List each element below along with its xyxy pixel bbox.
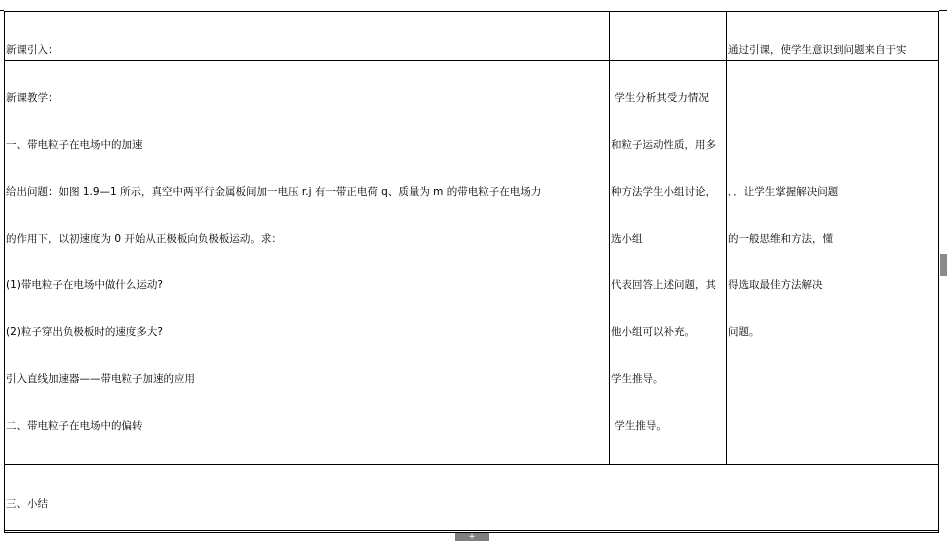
- text-line: 二、带电粒子在电场中的偏转: [6, 419, 143, 432]
- table-move-handle[interactable]: +: [455, 533, 489, 541]
- text-line: 得选取最佳方法解决: [728, 279, 823, 292]
- text-line: 的一般思维和方法，懂: [728, 232, 833, 245]
- crop-mark: [0, 10, 4, 11]
- text-line: 学生推导。: [611, 419, 667, 432]
- text-line: [728, 138, 936, 154]
- text-line: ．．让学生掌握解决问题: [728, 185, 839, 198]
- table-bottom-border: [4, 530, 939, 531]
- text-line: 选小组: [611, 232, 643, 245]
- text-line: 和粒子运动性质，用多: [611, 138, 716, 151]
- text-line: 他小组可以补充。: [611, 326, 695, 339]
- text-line: [728, 419, 936, 435]
- text-line: 新课引入：: [6, 44, 59, 57]
- row-divider-2: [4, 464, 939, 465]
- text-line: [728, 372, 936, 388]
- text-line: 代表回答上述问题，其: [611, 279, 716, 292]
- intro-right-cell[interactable]: [728, 12, 936, 58]
- text-line: 学生分析其受力情况: [611, 92, 709, 105]
- text-line: 三、小结: [6, 498, 48, 511]
- lesson-right-cell[interactable]: [728, 60, 936, 462]
- crop-mark: [939, 10, 947, 11]
- text-line: 学生推导。: [611, 372, 664, 385]
- text-line: (1)带电粒子在电场中做什么运动?: [6, 279, 163, 292]
- table-left-border: [4, 11, 5, 532]
- lesson-middle-cell[interactable]: [611, 60, 725, 462]
- summary-cell[interactable]: [6, 466, 936, 529]
- side-scroll-handle[interactable]: [940, 254, 947, 276]
- text-line: [728, 91, 936, 107]
- text-line: 问题。: [728, 326, 760, 339]
- text-line: 通过引课，使学生意识到问题来自于实: [728, 44, 907, 57]
- text-line: 新课教学：: [6, 92, 59, 105]
- column-divider-2: [726, 11, 727, 465]
- text-line: 给出问题：如图 1.9—1 所示，真空中两平行金属板间加一电压 r.j 有一带正电荷 q、质量为 m 的带电粒子在电场力: [6, 185, 542, 198]
- text-line: 一、带电粒子在电场中的加速: [6, 138, 143, 151]
- lesson-left-cell[interactable]: [6, 60, 608, 462]
- text-line: (2)粒子穿出负极板时的速度多大?: [6, 326, 163, 339]
- text-line: 引入直线加速器——带电粒子加速的应用: [6, 372, 195, 385]
- text-line: 的作用下，以初速度为 0 开始从正极板向负极板运动。求：: [6, 232, 282, 245]
- column-divider-1: [609, 11, 610, 465]
- intro-left-cell[interactable]: [6, 12, 606, 58]
- text-line: 种方法学生小组讨论，: [611, 185, 716, 198]
- intro-middle-cell[interactable]: [611, 12, 724, 58]
- table-right-border: [938, 11, 939, 532]
